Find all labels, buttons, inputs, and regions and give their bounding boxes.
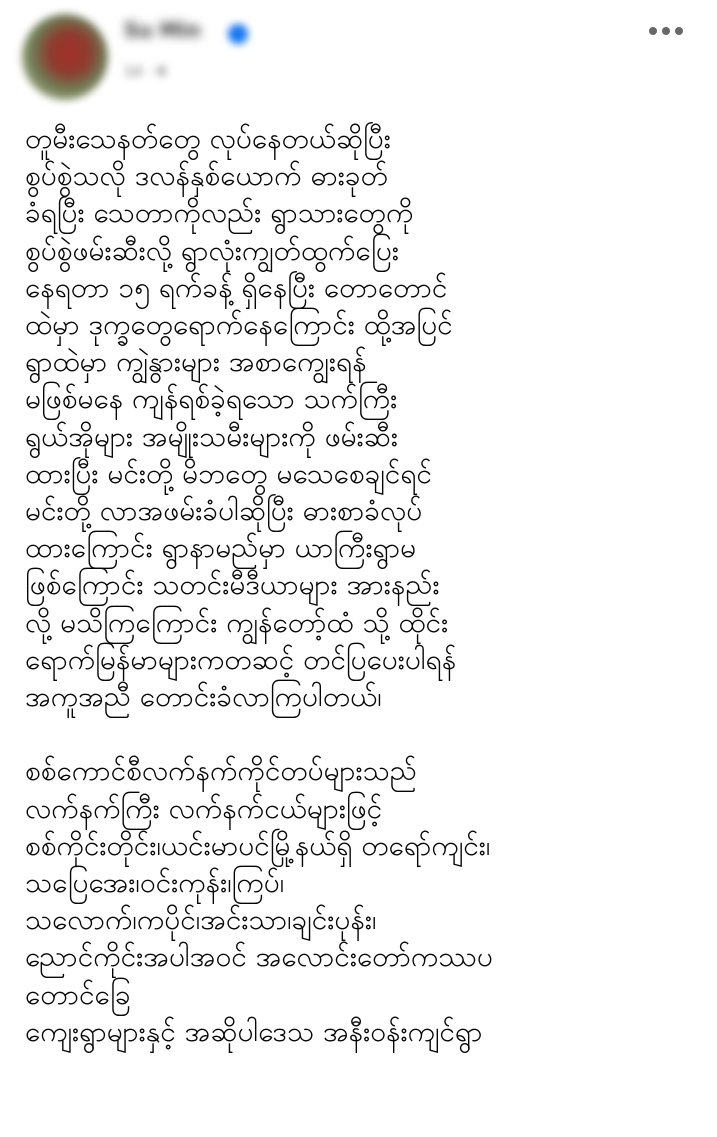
post-header bbox=[0, 0, 717, 110]
post-text-line: စစ်ကောင်စီလက်နက်ကိုင်တပ်များသည် bbox=[25, 754, 417, 788]
post-text-line: နေရတာ ၁၅ ရက်ခန့် ရှိနေပြီး တောတောင် bbox=[25, 270, 448, 304]
more-dot bbox=[662, 27, 670, 35]
post-text-line: စွပ်စွဲဖမ်းဆီးလို့ ရွာလုံးကျွတ်ထွက်ပြေး bbox=[25, 233, 399, 267]
post-text-line: စွပ်စွဲသလို ဒလန်နှစ်ယောက် ဓားခုတ် bbox=[25, 159, 388, 193]
post-text-line: မင်းတို့ လာအဖမ်းခံပါဆိုပြီး ဓားစာခံလုပ် bbox=[25, 494, 423, 528]
more-dot bbox=[649, 27, 657, 35]
post-text-line: သပြေအေး၊ဝင်းကုန်း၊ကြပ်၊ bbox=[25, 866, 285, 900]
post-text-line: ရောက်မြန်မာများကတဆင့် တင်ပြပေးပါရန် bbox=[25, 642, 457, 676]
post-body bbox=[25, 120, 695, 1050]
author-avatar[interactable] bbox=[22, 14, 108, 100]
post-text-line: ကျေးရွာများနှင့် အဆိုပါဒေသ အနီးဝန်းကျင်ရွာ bbox=[25, 1014, 483, 1048]
post-text-line: ရွယ်အိုများ အမျိုးသမီးများကို ဖမ်းဆီး bbox=[25, 419, 398, 453]
post-text-line: လက်နက်ကြီး လက်နက်ငယ်များဖြင့် bbox=[25, 791, 383, 825]
post-text-line: တောင်ခြေ bbox=[25, 977, 131, 1011]
more-options-icon[interactable] bbox=[649, 18, 683, 44]
post-text-line: ရွာထဲမှာ ကျွဲနွားများ အစာကျွေးရန် bbox=[25, 345, 367, 379]
post-text-line: ညောင်ကိုင်းအပါအဝင် အလောင်းတော်ကဿပ bbox=[25, 940, 493, 974]
paragraph-spacer bbox=[25, 715, 695, 752]
post-text-line: လို့ မသိကြကြောင်း ကျွန်တော့်ထံ သို့ ထိုင်း bbox=[25, 605, 449, 639]
post-meta[interactable]: 1d · ⚙ bbox=[124, 64, 168, 80]
post-text-line: တူမီးသေနတ်တွေ လုပ်နေတယ်ဆိုပြီး bbox=[25, 122, 391, 155]
more-dot bbox=[675, 27, 683, 35]
post-text-line: ထားပြီး မင်းတို့ မိဘတွေ မသေစေချင်ရင် bbox=[25, 456, 432, 490]
post-text-line: ခံရပြီး သေတာကိုလည်း ရွာသားတွေကို bbox=[25, 196, 414, 230]
verified-badge-icon bbox=[228, 24, 248, 44]
post-text-line: အကူအညီ တောင်းခံလာကြပါတယ်၊ bbox=[25, 680, 382, 714]
post-text-line: မဖြစ်မနေ ကျန်ရစ်ခဲ့ရသော သက်ကြီး bbox=[25, 382, 398, 416]
post-text-line: ဖြစ်ကြောင်း သတင်းမီဒီယာများ အားနည်း bbox=[25, 568, 440, 602]
post-text-line: ထားကြောင်း ရွာနာမည်မှာ ယာကြီးရွာမ bbox=[25, 531, 417, 565]
post-text-line: စစ်ကိုင်းတိုင်း၊ယင်းမာပင်မြို့နယ်ရှိ တရော်ကျင်း၊ bbox=[25, 828, 491, 862]
post-text-line: သလောက်၊ကပိုင်၊အင်းသာ၊ချင်းပုန်း၊ bbox=[25, 903, 377, 937]
post-text-line: ထဲမှာ ဒုက္ခတွေရောက်နေကြောင်း ထို့အပြင် bbox=[25, 308, 453, 342]
author-name[interactable]: Su Min bbox=[124, 18, 201, 42]
